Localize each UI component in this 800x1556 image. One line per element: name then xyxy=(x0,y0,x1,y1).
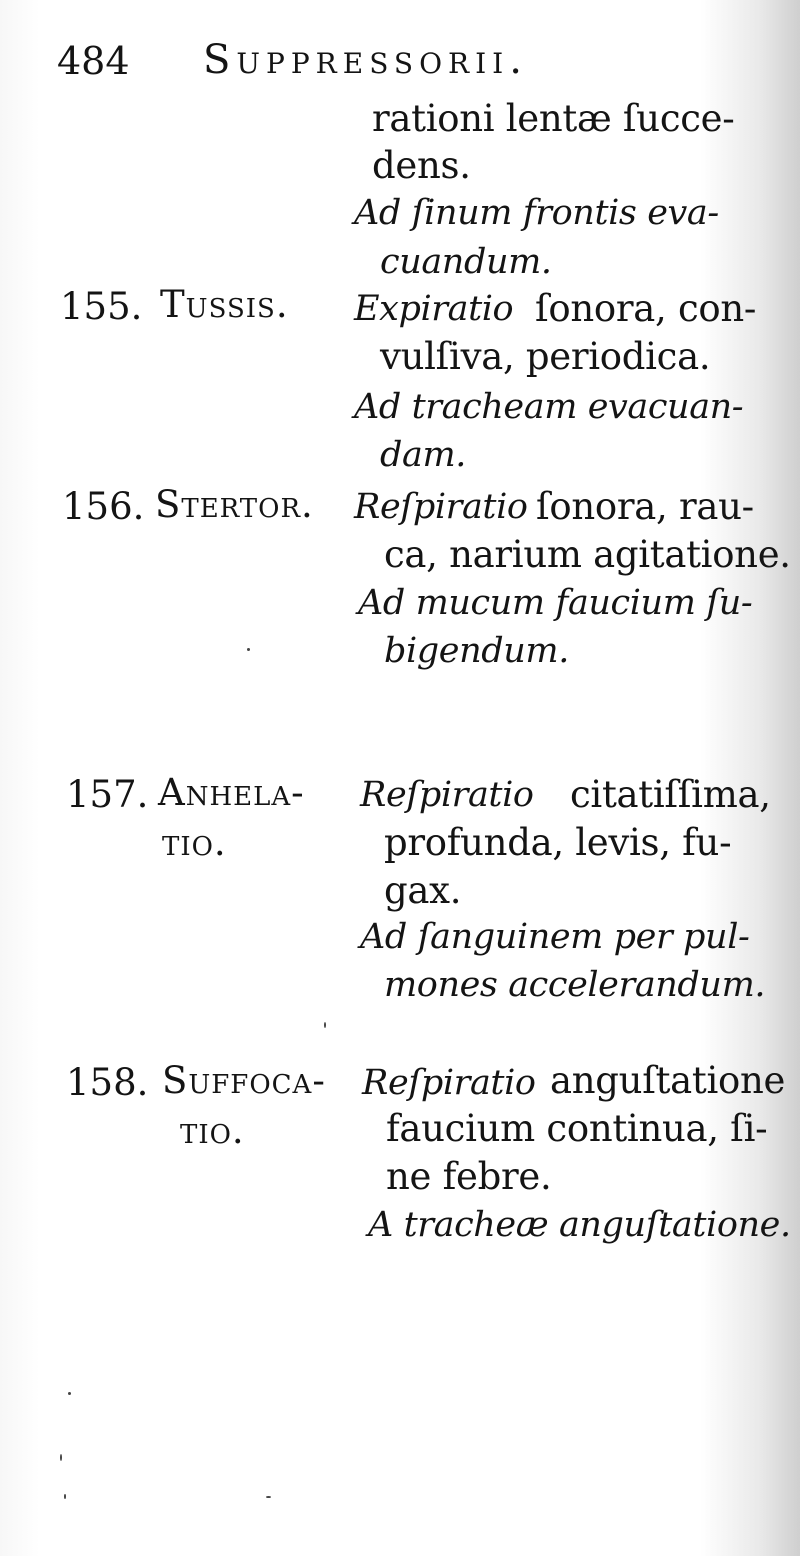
entry-155-cause-2: dam. xyxy=(380,435,466,475)
entry-157-def-2: profunda, levis, fu- xyxy=(384,821,732,864)
entry-158-def-3: ne febre. xyxy=(386,1155,552,1198)
entry-157-cause-1: Ad ſanguinem per pul- xyxy=(360,917,750,957)
entry-158-number: 158. xyxy=(66,1061,149,1104)
intro-cause-2: cuandum. xyxy=(380,242,552,282)
entry-156-cause-1: Ad mucum faucium ſu- xyxy=(358,583,753,623)
entry-157-name-2: tio. xyxy=(162,821,227,864)
entry-155-cause-1: Ad tracheam evacuan- xyxy=(354,387,744,427)
intro-line-2: dens. xyxy=(372,144,471,187)
entry-158-def-1: anguſtatione xyxy=(550,1059,786,1102)
paper-speck xyxy=(68,1392,71,1395)
entry-157-name-1: Anhela- xyxy=(158,771,305,814)
entry-157-cause-2: mones accelerandum. xyxy=(384,965,766,1005)
entry-156-def-1: ſonora, rau- xyxy=(536,485,754,528)
intro-line-1: rationi lentæ ſucce- xyxy=(372,97,735,140)
entry-155-def-label: Expiratio xyxy=(354,289,514,329)
entry-158-name-1: Suffoca- xyxy=(162,1059,326,1102)
entry-156-name: Stertor. xyxy=(155,483,314,526)
entry-156-cause-2: bigendum. xyxy=(384,631,569,671)
entry-158-cause-1: A tracheæ anguſtatione. xyxy=(368,1205,791,1245)
entry-158-name-2: tio. xyxy=(180,1109,245,1152)
entry-155-number: 155. xyxy=(60,285,143,328)
page-number: 484 xyxy=(57,39,130,83)
entry-156-def-2: ca, narium agitatione. xyxy=(384,533,791,576)
paper-speck xyxy=(247,648,250,651)
running-title: Suppressorii. xyxy=(203,37,528,83)
intro-cause-1: Ad ſinum frontis eva- xyxy=(354,193,719,233)
entry-157-def-label: Reſpiratio xyxy=(360,775,534,815)
entry-157-number: 157. xyxy=(66,773,149,816)
paper-speck xyxy=(266,1496,271,1498)
entry-157-def-3: gax. xyxy=(384,869,462,912)
entry-158-def-2: faucium continua, ſi- xyxy=(386,1107,768,1150)
entry-156-def-label: Reſpiratio xyxy=(354,487,528,527)
entry-155-def-2: vulſiva, periodica. xyxy=(380,335,711,378)
entry-155-name: Tussis. xyxy=(160,283,289,326)
paper-speck xyxy=(60,1454,62,1461)
entry-158-def-label: Reſpiratio xyxy=(362,1063,536,1103)
entry-156-number: 156. xyxy=(62,485,145,528)
paper-speck xyxy=(64,1494,66,1499)
paper-speck xyxy=(324,1022,326,1028)
entry-157-def-1: citatiſſima, xyxy=(570,773,771,816)
entry-155-def-1: ſonora, con- xyxy=(535,287,757,330)
